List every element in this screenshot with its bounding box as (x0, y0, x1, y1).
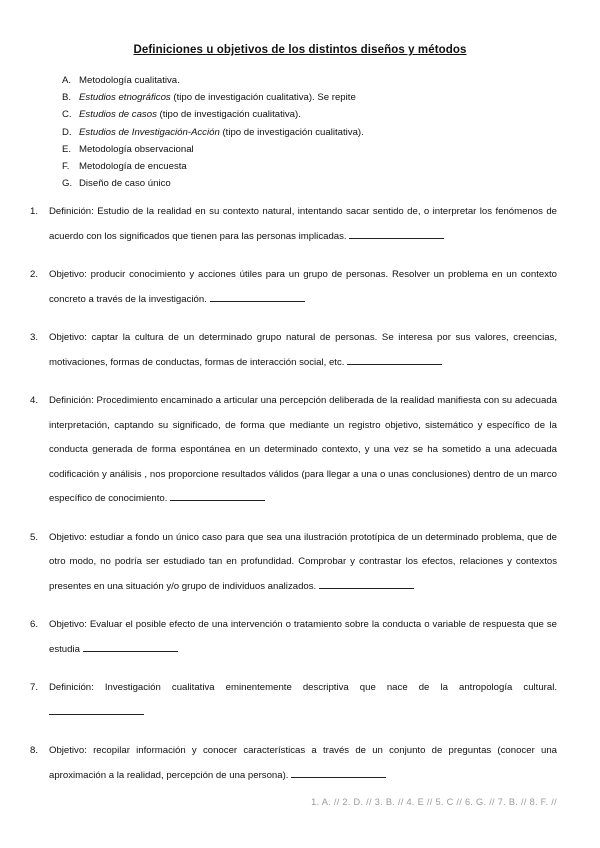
question-item (30, 676, 557, 725)
question-number: 3. (30, 332, 39, 343)
answer-blank[interactable] (49, 704, 144, 715)
option-item (62, 89, 562, 106)
option-letter: D. (62, 126, 72, 138)
option-text: Metodología cualitativa. (79, 75, 180, 86)
option-item (62, 141, 562, 158)
question-text: Objetivo: producir conocimiento y acciones útiles para un grupo de personas. Resolver un problema en un contexto concreto a través de la investigación. (49, 269, 557, 305)
question-item (30, 613, 557, 662)
option-letter: F. (62, 160, 70, 172)
option-text: Metodología observacional (79, 143, 194, 155)
question-text: Definición: Procedimiento encaminado a articular una percepción deliberada de la realidad manifiesta con su adecuada interpretación, captando su significado, de forma que mediante un registro objetivo, sistemático y específico de la conducta generada de forma espontánea en un determinado contexto, y una vez se ha sometido a una adecuada codificación y análisis , nos proporcione resultados válidos (para llegar a una o unas conclusiones) dentro de un marco específico de conocimiento. (49, 395, 557, 504)
options-list (62, 72, 562, 192)
answer-blank[interactable] (83, 641, 178, 652)
document-title: Definiciones u objetivos de los distintos diseños y métodos (133, 44, 467, 56)
option-emph: Estudios de Investigación-Acción (79, 126, 220, 138)
question-list (30, 200, 557, 802)
option-letter: E. (62, 143, 72, 155)
question-text: Objetivo: estudiar a fondo un único caso para que sea una ilustración prototípica de un determinado problema, que de otro modo, no podría ser estudiado tan en profundidad. Comprobar y contrastar los efectos, relaciones y contextos presentes en una situación y/o grupo de individuos analizados. (49, 531, 557, 592)
question-number: 7. (30, 682, 39, 693)
option-text: (tipo de investigación cualitativa). (156, 109, 301, 121)
option-text: Diseño de caso único (79, 178, 171, 190)
question-item (30, 739, 557, 788)
question-number: 6. (30, 619, 39, 630)
option-letter: A. (62, 75, 72, 86)
option-text: (tipo de investigación cualitativa). (219, 126, 364, 138)
question-text: Objetivo: captar la cultura de un determinado grupo natural de personas. Se interesa por sus valores, creencias, motivaciones, formas de conductas, formas de interacción social, etc. (49, 332, 557, 368)
option-letter: B. (62, 92, 72, 104)
question-number: 4. (30, 395, 39, 406)
option-item (62, 124, 562, 141)
option-emph: Estudios de casos (79, 109, 157, 121)
option-emph: Estudios etnográficos (79, 92, 171, 104)
option-item (62, 158, 562, 175)
answer-blank[interactable] (291, 767, 386, 778)
question-item (30, 326, 557, 375)
question-number: 1. (30, 206, 39, 217)
question-item (30, 389, 557, 512)
option-text: Metodología de encuesta (79, 160, 187, 172)
answer-blank[interactable] (347, 354, 442, 365)
question-text: Definición: Investigación cualitativa eminentemente descriptiva que nace de la antropología cultural. (49, 682, 557, 693)
option-item (62, 106, 562, 123)
answer-blank[interactable] (349, 228, 444, 239)
question-item (30, 263, 557, 312)
option-item (62, 175, 562, 192)
question-number: 8. (30, 745, 39, 756)
option-letter: G. (62, 178, 73, 190)
option-letter: C. (62, 109, 72, 121)
answer-blank[interactable] (210, 291, 305, 302)
question-item (30, 526, 557, 600)
option-item (62, 72, 562, 89)
question-text: Definición: Estudio de la realidad en su contexto natural, intentando sacar sentido de, o interpretar los fenómenos de acuerdo con los significados que tienen para las personas implicadas. (49, 206, 557, 242)
answer-key: 1. A. // 2. D. // 3. B. // 4. E // 5. C // 6. G. // 7. B. // 8. F. // (311, 797, 557, 807)
question-text: Objetivo: recopilar información y conocer características a través de un conjunto de preguntas (conocer una aproximación a la realidad, percepción de una persona). (49, 745, 557, 781)
option-text: (tipo de investigación cualitativa). Se repite (170, 92, 356, 104)
answer-blank[interactable] (170, 490, 265, 501)
question-item (30, 200, 557, 249)
question-number: 5. (30, 531, 39, 543)
answer-blank[interactable] (319, 578, 414, 589)
question-text: Objetivo: Evaluar el posible efecto de una intervención o tratamiento sobre la conducta o variable de respuesta que se estudia (49, 619, 557, 655)
question-number: 2. (30, 269, 39, 280)
